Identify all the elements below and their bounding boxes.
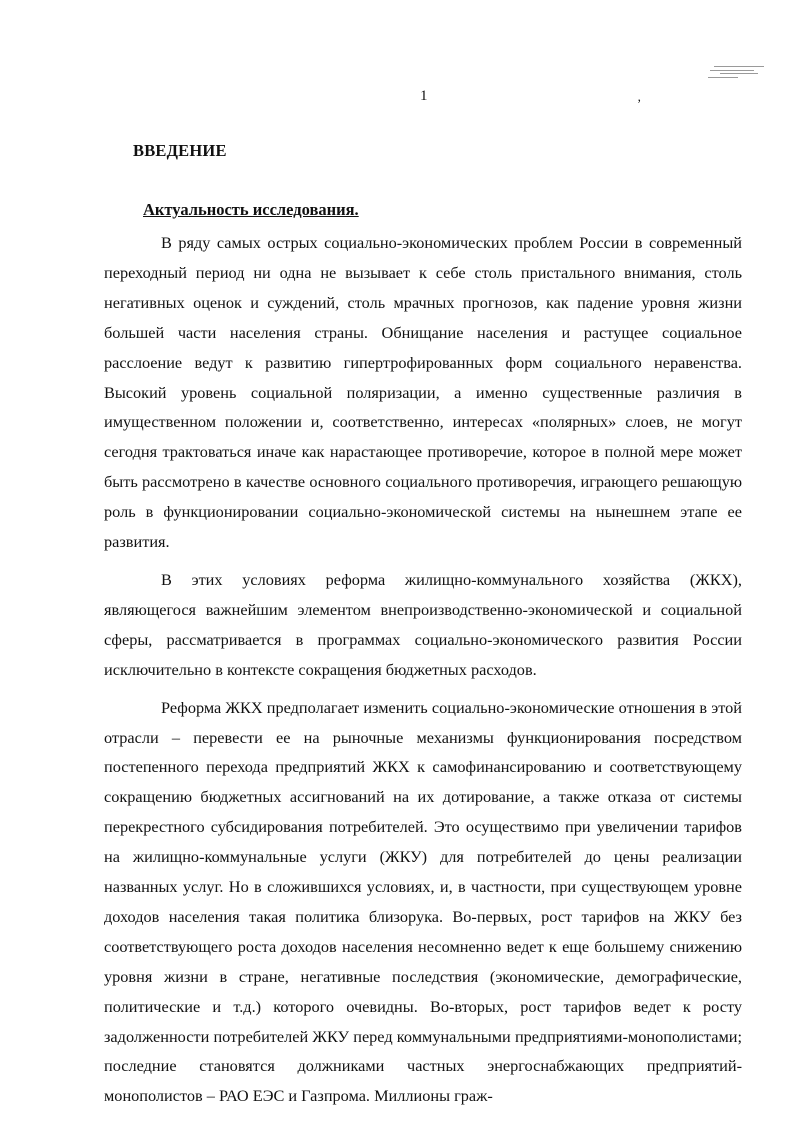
paragraph-gap xyxy=(104,685,742,693)
page-number: 1 xyxy=(420,88,428,104)
paragraph-gap xyxy=(104,557,742,565)
subsection-heading: Актуальность исследования. xyxy=(143,200,359,219)
paragraph: В этих условиях реформа жилищно-коммунального хозяйства (ЖКХ), являющегося важнейшим элементом внепроизводственно-экономической и социальной сферы, рассматривается в программах социально-экономического развития России исключительно в контексте сокращения бюджетных расходов. xyxy=(104,569,742,679)
scan-speck: ’ xyxy=(637,96,642,111)
section-heading: ВВЕДЕНИЕ xyxy=(133,141,227,160)
paragraph: Реформа ЖКХ предполагает изменить социально-экономические отношения в этой отрасли – перевести ее на рыночные механизмы функционирования посредством постепенного перехода предприятий ЖКХ к самофинансированию и соответствующему сокращению бюджетных ассигнований на их дотирование, а также отказа от системы перекрестного субсидирования потребителей. Это осуществимо при увеличении тарифов на жилищно-коммунальные услуги (ЖКУ) для потребителей до цены реализации названных услуг. Но в сложившихся условиях, и, в частности, при существующем уровне доходов населения такая политика близорука. Во-первых, рост тарифов на ЖКУ без соответствующего роста доходов населения несомненно ведет к еще большему снижению уровня жизни в стране, негативные последствия (экономические, демографические, политические и т.д.) которого очевидны. Во-вторых, рост тарифов ведет к росту задолженности потребителей ЖКУ перед коммунальными предприятиями-монополистами; последние становятся должниками частных энергоснабжающих предприятий-монополистов – РАО ЕЭС и Газпрома. Миллионы граж- xyxy=(104,697,742,1106)
paragraph: В ряду самых острых социально-экономических проблем России в современный переходный период ни одна не вызывает к себе столь пристального внимания, столь негативных оценок и суждений, столь мрачных прогнозов, как падение уровня жизни большей части населения страны. Обнищание населения и растущее социальное расслоение ведут к развитию гипертрофированных форм социального неравенства. Высокий уровень социальной поляризации, а именно существенные различия в имущественном положении и, соответственно, интересах «полярных» слоев, не могут сегодня трактоваться иначе как нарастающее противоречие, которое в полной мере может быть рассмотрено в качестве основного социального противоречия, играющего решающую роль в функционировании социально-экономической системы на нынешнем этапе ее развития. xyxy=(104,233,742,552)
body-text xyxy=(104,228,742,1111)
scan-artifact xyxy=(706,64,766,80)
